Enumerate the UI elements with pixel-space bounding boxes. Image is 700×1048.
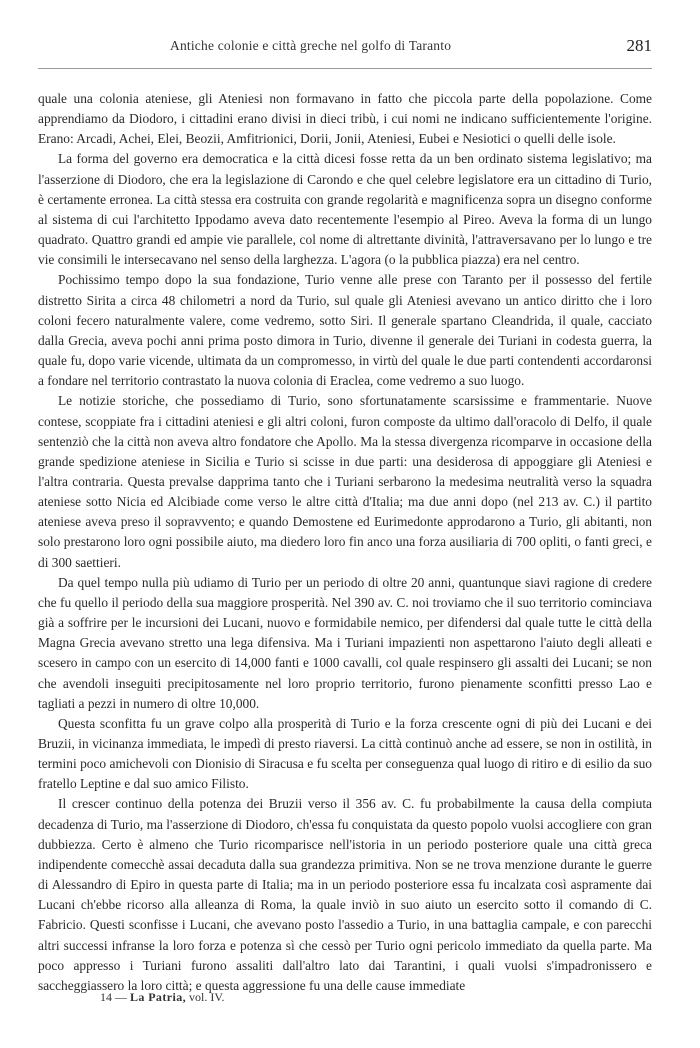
paragraph-4: Le notizie storiche, che possediamo di Turio, sono sfortunatamente scarsissime e frammentarie. Nuove contese, scoppiate fra i cittadini ateniesi e gli altri coloni, furon composte da ultimo dall'oracolo di Delfo, il quale sentenziò che la città non aveva altro fondatore che Apollo. Ma la stessa divergenza ricomparve in occasione della grande spedizione ateniese in Sicilia e Turio si scisse in due parti: una desiderosa di appoggiare gli Ateniesi e l'altra contraria. Questa prevalse dapprima tanto che i Turiani serbarono la medesima neutralità verso la squadra ateniese sotto Nicia ed Alcibiade come verso le altre città d'Italia; ma due anni dopo (nel 213 av. C.) il partito ateniese aveva preso il sopravvento; e quando Demostene ed Eurimedonte approdarono a Turio, gli abitanti, non solo prestarono loro ogni possibile aiuto, ma diedero loro fin anco una forza ausiliaria di 700 opliti, o fanti greci, e di 300 saettieri. — [38, 393, 652, 570]
footer-signature: 14 — — [100, 990, 127, 1004]
page-footer — [100, 990, 224, 1005]
paragraph-7: Il crescer continuo della potenza dei Bruzii verso il 356 av. C. fu probabilmente la causa della compiuta decadenza di Turio, ma l'asserzione di Diodoro, ch'essa fu conquistata da questo popolo vuolsi accogliere con gran dubbiezza. Certo è almeno che Turio ricomparisce nell'istoria in un periodo posteriore quale una città greca indipendente comecchè assai decaduta dalla sua grandezza primitiva. Non se ne trova menzione durante le guerre di Alessandro di Epiro in questa parte di Italia; ma in un periodo posteriore essa fu incalzata così aspramente dai Lucani ch'ebbe ricorso alla alleanza di Roma, la quale inviò in suo aiuto un esercito sotto il comando di C. Fabricio. Questi sconfisse i Lucani, che avevano posto l'assedio a Turio, in una battaglia campale, e con parecchi altri successi infranse la loro forza e potenza sì che cessò per Turio ogni pericolo immediato da quella parte. Ma poco appresso i Turiani furono assaliti dall'altro lato dai Tarantini, i quali vuolsi s'impadronissero e saccheggiassero la loro città; e questa aggressione fu una delle cause immediate — [38, 796, 652, 993]
page-header — [38, 38, 652, 60]
page-number: 281 — [626, 36, 652, 55]
paragraph-1: quale una colonia ateniese, gli Ateniesi non formavano in fatto che piccola parte della popolazione. Come apprendiamo da Diodoro, i cittadini erano divisi in dieci tribù, i cui nomi ne indicano sufficientemente l'origine. Erano: Arcadi, Achei, Elei, Beozii, Amfitrionici, Dorii, Jonii, Ateniesi, Eubei e Nesiotici o quelli delle isole. — [38, 91, 652, 147]
body-text — [38, 89, 652, 996]
running-title: Antiche colonie e città greche nel golfo di Taranto — [170, 38, 452, 53]
paragraph-2: La forma del governo era democratica e la città dicesi fosse retta da un ben ordinato sistema legislativo; ma l'asserzione di Diodoro, che era la legislazione di Carondo e che quel celebre legislatore era un cittadino di Turio, è certamente erronea. La città stessa era costruita con grande regolarità e magnificenza sopra un disegno conforme al sistema di cui l'architetto Ippodamo aveva dato recentemente l'esempio al Pireo. Aveva la forma di un lungo quadrato. Quattro grandi ed ampie vie parallele, col nome di altrettante divinità, l'attraversavano per lo lungo e tre vie consimili le intersecavano nel senso della larghezza. L'agora (o la pubblica piazza) era nel centro. — [38, 151, 652, 268]
paragraph-6: Questa sconfitta fu un grave colpo alla prosperità di Turio e la forza crescente ogni di più dei Lucani e dei Bruzii, in vicinanza immediata, le impedì di presto riaversi. La città continuò anche ad essere, se non in ostilità, in termini poco amichevoli con Dionisio di Siracusa e fu scelta per conseguenza qual luogo di ritiro e di esilio da suo fratello Leptine e dal suo amico Filisto. — [38, 715, 652, 792]
paragraph-5: Da quel tempo nulla più udiamo di Turio per un periodo di oltre 20 anni, quantunque siavi ragione di credere che fu quello il periodo della sua maggiore prosperità. Nel 390 av. C. noi troviamo che il suo territorio cominciava già a soffrire per le incursioni dei Lucani, nuovo e formidabile nemico, per difendersi dal quale tutte le città della Magna Grecia avevano stretto una lega difensiva. Ma i Turiani impazienti non aspettarono l'aiuto degli alleati e scesero in campo con un esercito di 14,000 fanti e 1000 cavalli, col quale respinsero gli assalti dei Lucani; se non che avendoli inseguiti precipitosamente nel loro proprio territorio, furono pienamente sconfitti presso Lao e tagliati a pezzi in numero di oltre 10,000. — [38, 574, 652, 711]
paragraph-3: Pochissimo tempo dopo la sua fondazione, Turio venne alle prese con Taranto per il possesso del fertile distretto Sirita a circa 48 chilometri a nord da Turio, sul quale gli Ateniesi avevano un antico diritto che i loro coloni fecero naturalmente valere, come vedremo, sotto Siri. Il generale spartano Cleandrida, il quale, cacciato dalla Grecia, aveva pochi anni prima posto dimora in Turio, divenne il generale dei Turiani in codesta guerra, la quale fu, dopo varie vicende, ultimata da un compromesso, in virtù del quale le due parti contendenti accordaronsi a fondare nel territorio contrastato la nuova colonia di Eraclea, come vedremo a suo luogo. — [38, 272, 652, 389]
header-rule — [38, 68, 652, 69]
footer-title: La Patria, — [130, 990, 186, 1004]
footer-volume: vol. IV. — [189, 990, 225, 1004]
